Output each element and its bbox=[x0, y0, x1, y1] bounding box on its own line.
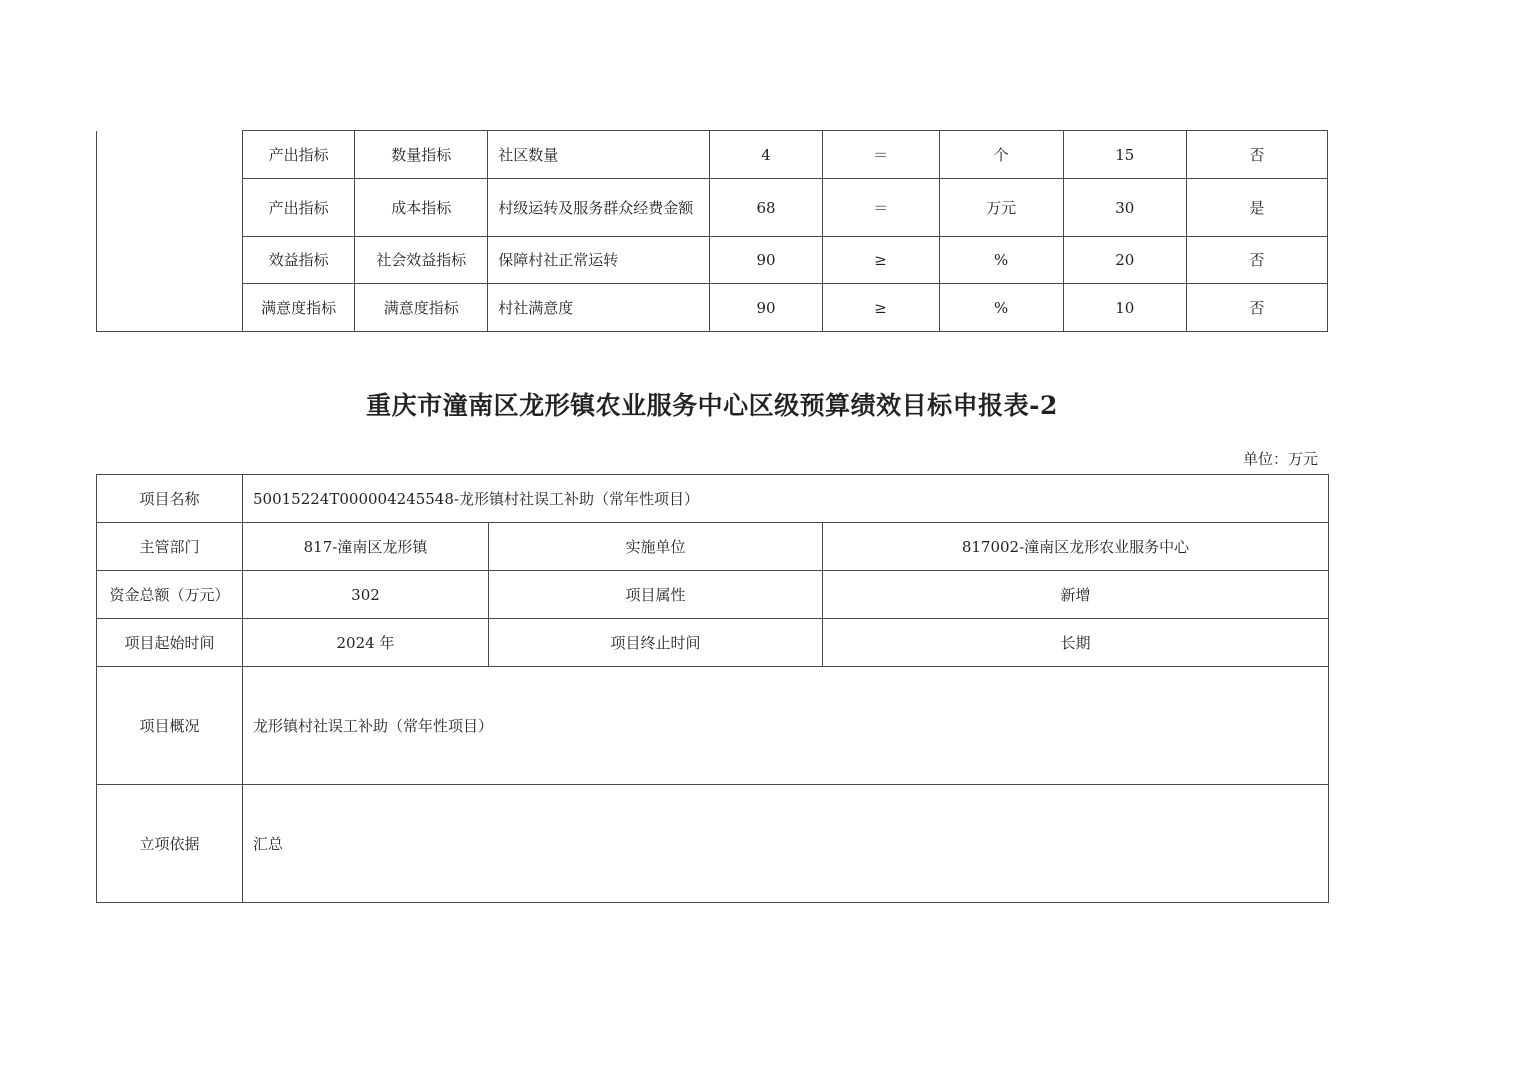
implementing-unit-label: 实施单位 bbox=[489, 523, 823, 571]
project-name-label: 项目名称 bbox=[97, 475, 243, 523]
indicator-name: 社区数量 bbox=[488, 131, 710, 179]
indicator-operator: ≥ bbox=[822, 284, 939, 332]
unit-label: 单位：万元 bbox=[1242, 450, 1318, 468]
start-time-label: 项目起始时间 bbox=[97, 619, 243, 667]
indicator-unit: 个 bbox=[939, 131, 1063, 179]
department-value: 817-潼南区龙形镇 bbox=[243, 523, 489, 571]
indicator-level2: 社会效益指标 bbox=[355, 237, 488, 284]
indicator-weight: 30 bbox=[1063, 179, 1186, 237]
indicator-level2: 成本指标 bbox=[355, 179, 488, 237]
project-name-row bbox=[97, 475, 1329, 523]
department-row bbox=[97, 523, 1329, 571]
indicator-unit: 万元 bbox=[939, 179, 1063, 237]
indicator-row bbox=[97, 237, 1328, 284]
indicator-table bbox=[96, 130, 1328, 332]
indicator-value: 4 bbox=[710, 131, 822, 179]
indicator-weight: 10 bbox=[1063, 284, 1186, 332]
project-info-table bbox=[96, 474, 1329, 903]
indicator-value: 90 bbox=[710, 237, 822, 284]
indicator-weight: 20 bbox=[1063, 237, 1186, 284]
indicator-operator: ≥ bbox=[822, 237, 939, 284]
indicator-name: 保障村社正常运转 bbox=[488, 237, 710, 284]
indicator-level1: 满意度指标 bbox=[243, 284, 355, 332]
indicator-level2: 满意度指标 bbox=[355, 284, 488, 332]
overview-label: 项目概况 bbox=[97, 667, 243, 785]
indicator-value: 90 bbox=[710, 284, 822, 332]
indicator-name: 村级运转及服务群众经费金额 bbox=[488, 179, 710, 237]
indicator-core: 否 bbox=[1186, 131, 1327, 179]
end-time-value: 长期 bbox=[823, 619, 1329, 667]
indicator-row bbox=[97, 179, 1328, 237]
overview-row bbox=[97, 667, 1329, 785]
department-label: 主管部门 bbox=[97, 523, 243, 571]
indicator-operator: ＝ bbox=[822, 131, 939, 179]
project-name-value: 50015224T000004245548-龙形镇村社误工补助（常年性项目） bbox=[243, 475, 1329, 523]
indicator-unit: % bbox=[939, 284, 1063, 332]
fund-total-value: 302 bbox=[243, 571, 489, 619]
fund-total-label: 资金总额（万元） bbox=[97, 571, 243, 619]
indicator-core: 是 bbox=[1186, 179, 1327, 237]
period-row bbox=[97, 619, 1329, 667]
indicator-row bbox=[97, 284, 1328, 332]
basis-label: 立项依据 bbox=[97, 785, 243, 903]
indicator-weight: 15 bbox=[1063, 131, 1186, 179]
indicator-core: 否 bbox=[1186, 284, 1327, 332]
indicator-level2: 数量指标 bbox=[355, 131, 488, 179]
page-title: 重庆市潼南区龙形镇农业服务中心区级预算绩效目标申报表-2 bbox=[366, 391, 1058, 420]
indicator-name: 村社满意度 bbox=[488, 284, 710, 332]
indicator-level1: 产出指标 bbox=[243, 131, 355, 179]
implementing-unit-value: 817002-潼南区龙形农业服务中心 bbox=[823, 523, 1329, 571]
indicator-blank-cell bbox=[97, 131, 243, 332]
project-attribute-value: 新增 bbox=[823, 571, 1329, 619]
indicator-level1: 效益指标 bbox=[243, 237, 355, 284]
indicator-unit: % bbox=[939, 237, 1063, 284]
fund-row bbox=[97, 571, 1329, 619]
project-attribute-label: 项目属性 bbox=[489, 571, 823, 619]
start-time-value: 2024 年 bbox=[243, 619, 489, 667]
indicator-row bbox=[97, 131, 1328, 179]
indicator-value: 68 bbox=[710, 179, 822, 237]
indicator-core: 否 bbox=[1186, 237, 1327, 284]
overview-value: 龙形镇村社误工补助（常年性项目） bbox=[243, 667, 1329, 785]
end-time-label: 项目终止时间 bbox=[489, 619, 823, 667]
indicator-level1: 产出指标 bbox=[243, 179, 355, 237]
basis-value: 汇总 bbox=[243, 785, 1329, 903]
indicator-operator: ＝ bbox=[822, 179, 939, 237]
basis-row bbox=[97, 785, 1329, 903]
